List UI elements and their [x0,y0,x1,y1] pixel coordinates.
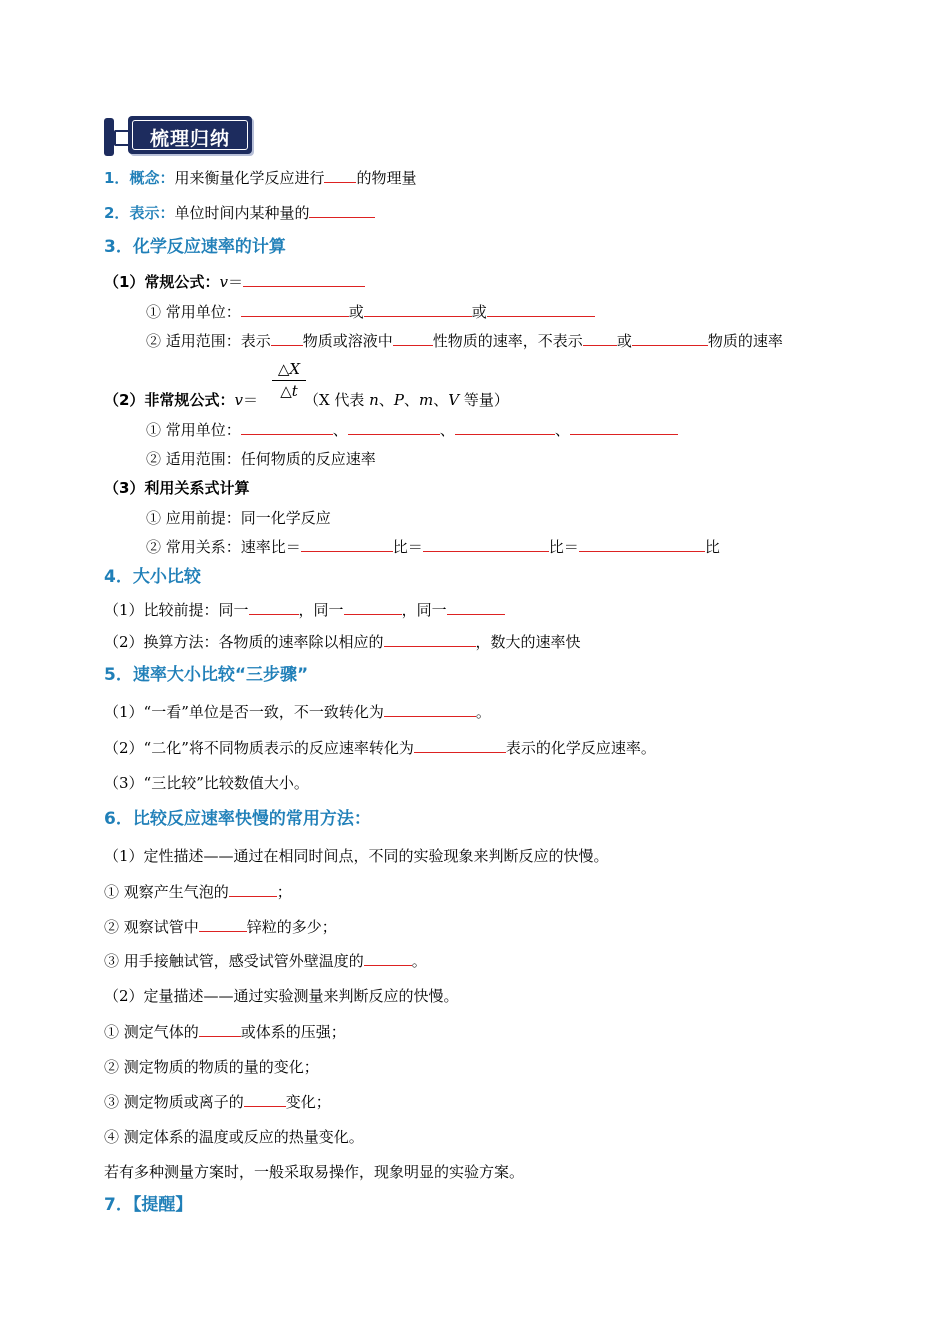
s6-b3-text: ③ 测定物质或离子的 [104,1093,244,1111]
relation-d: 比 [704,538,720,556]
fill-blank[interactable] [199,917,247,932]
fill-blank[interactable] [348,420,440,435]
fill-blank[interactable] [384,702,476,717]
s5-text-b: 。 [475,703,491,721]
s6-a1-text: ① 观察产生气泡的 [104,883,229,901]
s4-line-1 [104,600,505,620]
fill-blank[interactable] [583,331,617,346]
velocity-symbol: v [234,391,243,409]
range-text-e: 物质的速率 [707,332,783,350]
sep: 、 [433,391,449,409]
s6-b3-end: 变化； [285,1093,331,1111]
s3-part1-unit [146,302,595,322]
item-1-label: 概念： [129,169,175,187]
s6-quantitative: （2）定量描述——通过实验测量来判断反应的快慢。 [104,987,459,1005]
fill-blank[interactable] [414,738,506,753]
s4-text-a: （1）比较前提：同一 [104,601,249,619]
fill-blank[interactable] [487,302,595,317]
range-text-b: 物质或溶液中 [302,332,393,350]
sep: 、 [439,421,455,439]
s6-b1-end: 或体系的压强； [240,1023,346,1041]
badge-title: 梳理归纳 [149,128,230,150]
fill-blank[interactable] [241,302,349,317]
symbol-n: n [369,391,379,409]
badge-box [128,116,252,154]
symbol-V: V [448,391,460,409]
section-4-title: 4．大小比较 [104,567,201,587]
s6-quant-item-1 [104,1022,346,1042]
equals-sign: ＝ [227,273,243,291]
item-1-text-b: 的物理量 [356,169,417,187]
s3-part3-relation [146,537,720,557]
section-3-title: 3．化学反应速率的计算 [104,237,286,257]
section-6-title: 6．比较反应速率快慢的常用方法： [104,809,371,829]
s3-part2-unit [146,420,678,440]
fill-blank[interactable] [241,420,333,435]
fill-blank[interactable] [447,600,505,615]
s6-qual-item-3 [104,951,427,971]
fill-blank[interactable] [229,882,277,897]
range-text-a: ② 适用范围：表示 [146,332,271,350]
relation-a: ② 常用关系：速率比＝ [146,538,301,556]
item-2-number: 2． [104,204,130,222]
symbol-m: m [418,391,434,409]
fill-blank[interactable] [384,632,476,647]
fill-blank[interactable] [632,331,708,346]
velocity-symbol: v [219,273,228,291]
fill-blank[interactable] [344,600,402,615]
s3-part1-label: （1）常规公式： [104,273,220,291]
fill-blank[interactable] [309,203,375,218]
range-text-d: 或 [616,332,632,350]
badge-bar [104,118,114,156]
s5-text-c: （2）“二化”将不同物质表示的反应速率转化为 [104,739,414,757]
s3-part2-label: （2）非常规公式： [104,391,235,409]
s4-text-b: ，同一 [298,601,344,619]
note-text-b: 等量） [459,391,509,409]
sep: 、 [554,421,570,439]
symbol-P: P [393,391,404,409]
item-1-text-a: 用来衡量化学反应进行 [174,169,325,187]
s4-line-2 [104,632,581,652]
s6-a2-text: ② 观察试管中 [104,918,199,936]
fill-blank[interactable] [249,600,299,615]
item-1-number: 1． [104,169,130,187]
fill-blank[interactable] [423,537,549,552]
s6-b1-text: ① 测定气体的 [104,1023,199,1041]
section-7-title: 7．【提醒】 [104,1195,193,1215]
s6-quant-item-4: ④ 测定体系的温度或反应的热量变化。 [104,1128,364,1146]
fill-blank[interactable] [570,420,678,435]
s5-text-d: 表示的化学反应速率。 [505,739,656,757]
s6-note: 若有多种测量方案时，一般采取易操作，现象明显的实验方案。 [104,1163,525,1181]
fill-blank[interactable] [324,168,356,183]
s5-line-2 [104,738,656,758]
relation-b: 比＝ [392,538,423,556]
fraction-denominator: △t [280,382,298,400]
s5-line-1 [104,702,491,722]
fill-blank[interactable] [301,537,393,552]
equals-sign: ＝ [242,391,258,409]
item-1-concept [104,168,416,188]
range-text-c: 性物质的速率，不表示 [432,332,583,350]
item-2-representation [104,203,375,223]
note-text-a: （X 代表 [303,391,370,409]
s6-qual-item-1 [104,882,292,902]
section-badge [104,116,254,158]
s6-a3-text: ③ 用手接触试管，感受试管外壁温度的 [104,952,364,970]
s4-text-c: ，同一 [401,601,447,619]
or-text: 或 [348,303,364,321]
s6-a1-end: ； [276,883,292,901]
s6-a2-end: 锌粒的多少； [246,918,337,936]
unit-label: ① 常用单位： [146,303,241,321]
s4-text-d: （2）换算方法：各物质的速率除以相应的 [104,633,384,651]
s3-part1-line [104,272,365,292]
relation-c: 比＝ [548,538,579,556]
item-2-text-a: 单位时间内某种量的 [174,204,310,222]
s4-text-e: ，数大的速率快 [475,633,581,651]
s3-part2-line [104,390,509,410]
fill-blank[interactable] [199,1022,241,1037]
s3-part1-range [146,331,783,351]
item-2-label: 表示： [129,204,175,222]
sep: 、 [378,391,394,409]
s6-qualitative: （1）定性描述——通过在相同时间点，不同的实验现象来判断反应的快慢。 [104,847,609,865]
s3-part3-premise: ① 应用前提：同一化学反应 [146,509,331,527]
fill-blank[interactable] [455,420,555,435]
or-text: 或 [471,303,487,321]
fill-blank[interactable] [364,951,412,966]
fill-blank[interactable] [243,272,365,287]
fill-blank[interactable] [244,1092,286,1107]
s6-quant-item-2: ② 测定物质的物质的量的变化； [104,1058,319,1076]
section-5-title: 5．速率大小比较“三步骤” [104,665,309,685]
s6-qual-item-2 [104,917,337,937]
fill-blank[interactable] [579,537,705,552]
fill-blank[interactable] [271,331,303,346]
sep: 、 [403,391,419,409]
fill-blank[interactable] [364,302,472,317]
sep: 、 [332,421,348,439]
fill-blank[interactable] [393,331,433,346]
s3-part3-label: （3）利用关系式计算 [104,479,250,497]
s6-quant-item-3 [104,1092,331,1112]
s5-text-a: （1）“一看”单位是否一致，不一致转化为 [104,703,384,721]
fraction-numerator: △X [272,360,306,381]
s3-part2-range: ② 适用范围：任何物质的反应速率 [146,450,376,468]
s6-a3-end: 。 [411,952,427,970]
unit-label: ① 常用单位： [146,421,241,439]
s5-line-3: （3）“三比较”比较数值大小。 [104,774,309,792]
